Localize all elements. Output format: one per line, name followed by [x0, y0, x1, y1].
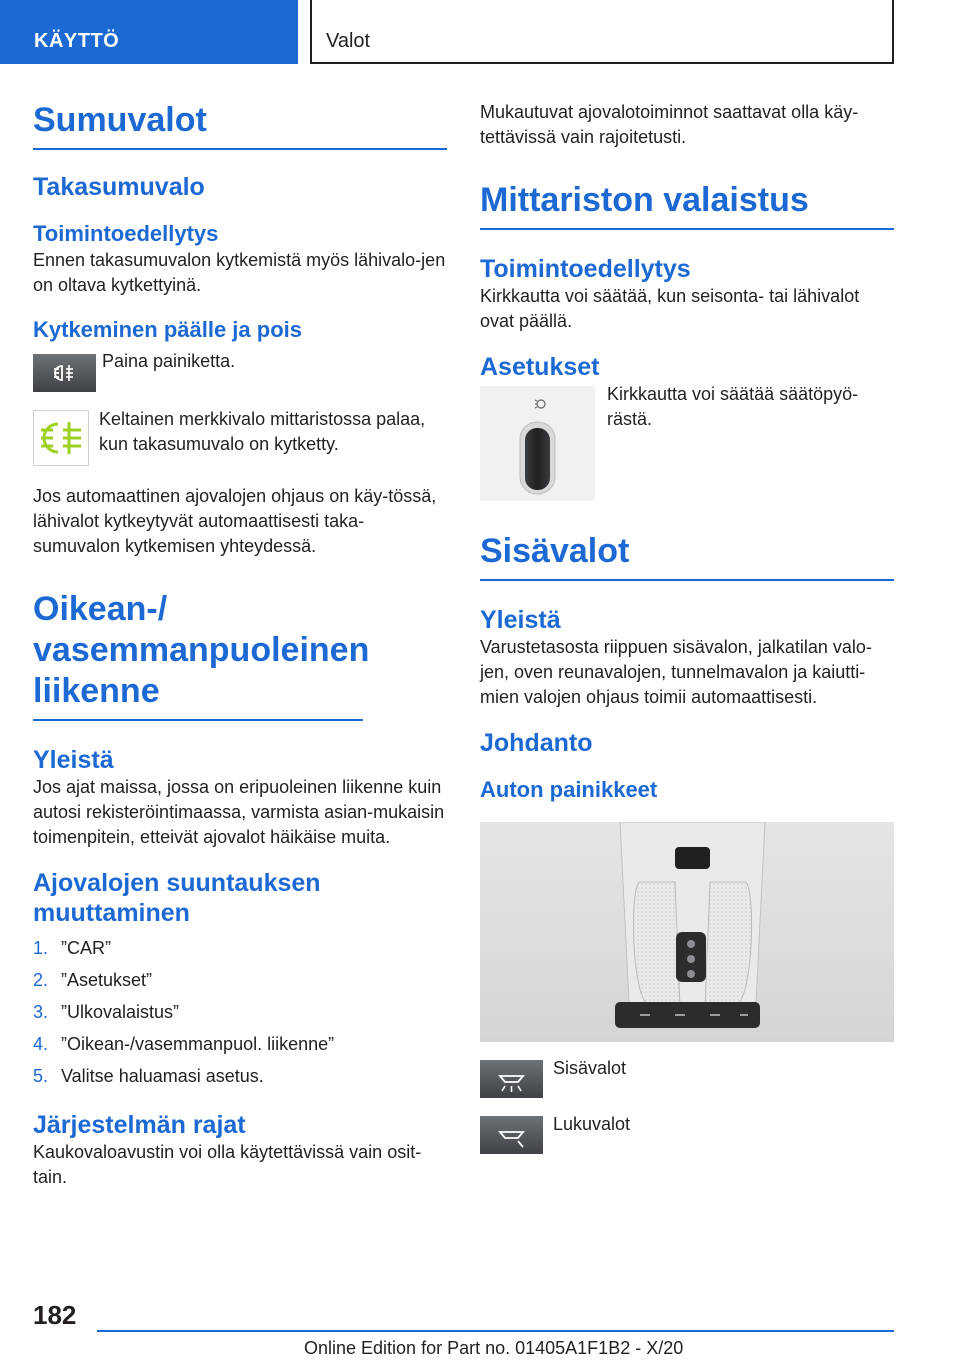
text-adaptive-limits: Mukautuvat ajovalotoiminnot saattavat olla käy-tettävissä vain rajoitetusti. — [480, 102, 859, 147]
heading-rear-fog: Takasumuvalo — [33, 173, 205, 201]
wheel-row — [480, 386, 894, 501]
rear-fog-button-icon — [33, 354, 96, 392]
brightness-wheel-icon — [480, 386, 595, 501]
page-number: 182 — [33, 1300, 77, 1330]
indicator-row — [33, 410, 447, 466]
roof-console-image — [480, 822, 894, 1042]
text-press-button: Paina painiketta. — [102, 351, 236, 371]
heading-prerequisite: Toimintoedellytys — [33, 221, 219, 246]
text-prerequisite: Ennen takasumuvalon kytkemistä myös lähivalo-jen on oltava kytkettyinä. — [33, 250, 446, 295]
left-column — [33, 100, 447, 1190]
right-column — [480, 100, 894, 1154]
heading-fog-lights: Sumuvalot — [33, 100, 447, 150]
rear-fog-indicator-icon — [33, 410, 89, 466]
press-button-row — [33, 351, 447, 392]
list-item: 2. ”Asetukset” — [33, 970, 153, 990]
heading-system-limits: Järjestelmän rajat — [33, 1111, 246, 1139]
list-item: 5. Valitse haluamasi asetus. — [33, 1066, 264, 1086]
chapter-title: Valot — [310, 0, 894, 64]
reading-light-row — [480, 1116, 894, 1154]
list-item: 1. ”CAR” — [33, 938, 111, 958]
text-prerequisite-right: Kirkkautta voi säätää, kun seisonta- tai lähivalot ovat päällä. — [480, 286, 860, 331]
reading-light-icon — [480, 1116, 543, 1154]
text-system-limits: Kaukovaloavustin voi olla käytettävissä vain osit-tain. — [33, 1142, 422, 1187]
heading-switch-on-off: Kytkeminen päälle ja pois — [33, 317, 302, 342]
heading-general-left: Yleistä — [33, 746, 114, 774]
text-reading-lights: Lukuvalot — [553, 1114, 631, 1134]
heading-introduction: Johdanto — [480, 729, 593, 757]
heading-interior-lights: Sisävalot — [480, 531, 894, 581]
text-brightness-wheel: Kirkkautta voi säätää säätöpyö-rästä. — [607, 384, 859, 429]
text-automatic-headlights: Jos automaattinen ajovalojen ohjaus on käy-tössä, lähivalot kytkeytyvät automaattisesti taka-sumuvalon kytkemisen yhteydessä. — [33, 486, 437, 556]
list-item: 3. ”Ulkovalaistus” — [33, 1002, 180, 1022]
footer-divider — [97, 1330, 894, 1332]
interior-light-row — [480, 1060, 894, 1098]
heading-instrument-lighting: Mittariston valaistus — [480, 180, 894, 230]
heading-settings: Asetukset — [480, 353, 600, 381]
heading-change-direction: Ajovalojen suuntauksen muuttaminen — [33, 869, 321, 927]
edition-text: Online Edition for Part no. 01405A1F1B2 - X/20 — [304, 1338, 684, 1358]
list-item: 4. ”Oikean-/vasemmanpuol. liikenne” — [33, 1034, 335, 1054]
text-interior-lights: Sisävalot — [553, 1058, 627, 1078]
heading-general-right: Yleistä — [480, 606, 561, 634]
section-tab: KÄYTTÖ — [0, 0, 298, 64]
text-indicator: Keltainen merkkivalo mittaristossa palaa, kun takasumuvalo on kytketty. — [99, 409, 426, 454]
text-general-right: Varustetasosta riippuen sisävalon, jalkatilan valo-jen, oven reunavalojen, tunnelmavalon ja kaiutti-mien valojen ohjaus toimii automaattisesti. — [480, 637, 872, 707]
text-general-left: Jos ajat maissa, jossa on eripuoleinen liikenne kuin autosi rekisteröintimaassa, varmista asian-mukaisin toimenpitein, etteivät ajovalot häikäise muita. — [33, 777, 445, 847]
interior-light-icon — [480, 1060, 543, 1098]
heading-prerequisite-right: Toimintoedellytys — [480, 255, 691, 283]
steps-list — [33, 932, 447, 1092]
heading-traffic-side: Oikean-/ vasemmanpuoleinen liikenne — [33, 589, 363, 721]
heading-vehicle-buttons: Auton painikkeet — [480, 777, 658, 802]
